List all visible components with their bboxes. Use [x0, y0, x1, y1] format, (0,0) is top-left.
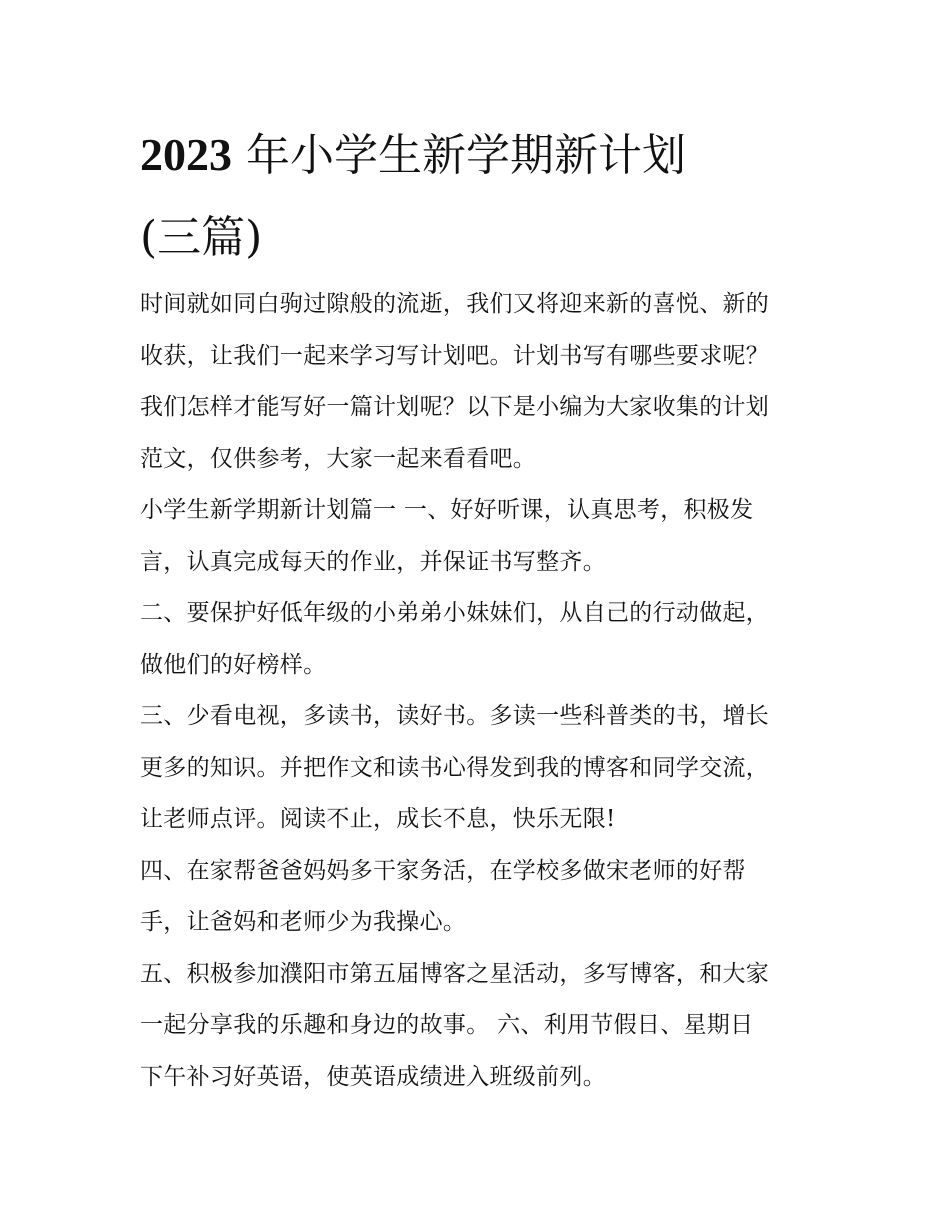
plan-section [140, 485, 840, 1103]
text-line: 三、少看电视，多读书，读好书。多读一些科普类的书，增长 [140, 703, 770, 729]
text-line: 一起分享我的乐趣和身边的故事。 六、利用节假日、星期日 [140, 1012, 754, 1038]
title-year: 2023 [140, 129, 232, 180]
title-line-1 [140, 113, 830, 196]
intro-paragraph [140, 279, 840, 485]
text-line: 四、在家帮爸爸妈妈多干家务活，在学校多做宋老师的好帮 [140, 857, 746, 884]
text-line: 言，认真完成每天的作业，并保证书写整齐。 [140, 548, 606, 575]
text-line: 更多的知识。并把作文和读书心得发到我的博客和同学交流， [140, 754, 770, 781]
text-line: 范文，仅供参考，大家一起来看看吧。 [140, 445, 537, 472]
text-line: 做他们的好榜样。 [140, 651, 327, 678]
document-title [140, 113, 830, 279]
text-line: 手，让爸妈和老师少为我操心。 [140, 909, 467, 935]
title-line-2: (三篇) [140, 212, 263, 263]
text-line: 小学生新学期新计划篇一 一、好好听课，认真思考，积极发 [140, 497, 754, 523]
text-line: 让老师点评。阅读不止，成长不息，快乐无限! [140, 806, 616, 832]
title-text: 年小学生新学期新计划 [246, 130, 686, 181]
document-body [140, 279, 840, 1103]
text-line: 五、积极参加濮阳市第五届博客之星活动，多写博客，和大家 [140, 960, 770, 987]
text-line: 下午补习好英语，使英语成绩进入班级前列。 [140, 1063, 606, 1090]
text-line: 我们怎样才能写好一篇计划呢？以下是小编为大家收集的计划 [140, 394, 770, 420]
text-line: 收获，让我们一起来学习写计划吧。计划书写有哪些要求呢？ [140, 342, 770, 369]
text-line: 时间就如同白驹过隙般的流逝，我们又将迎来新的喜悦、新的 [140, 291, 770, 317]
text-line: 二、要保护好低年级的小弟弟小妹妹们，从自己的行动做起， [140, 600, 770, 626]
